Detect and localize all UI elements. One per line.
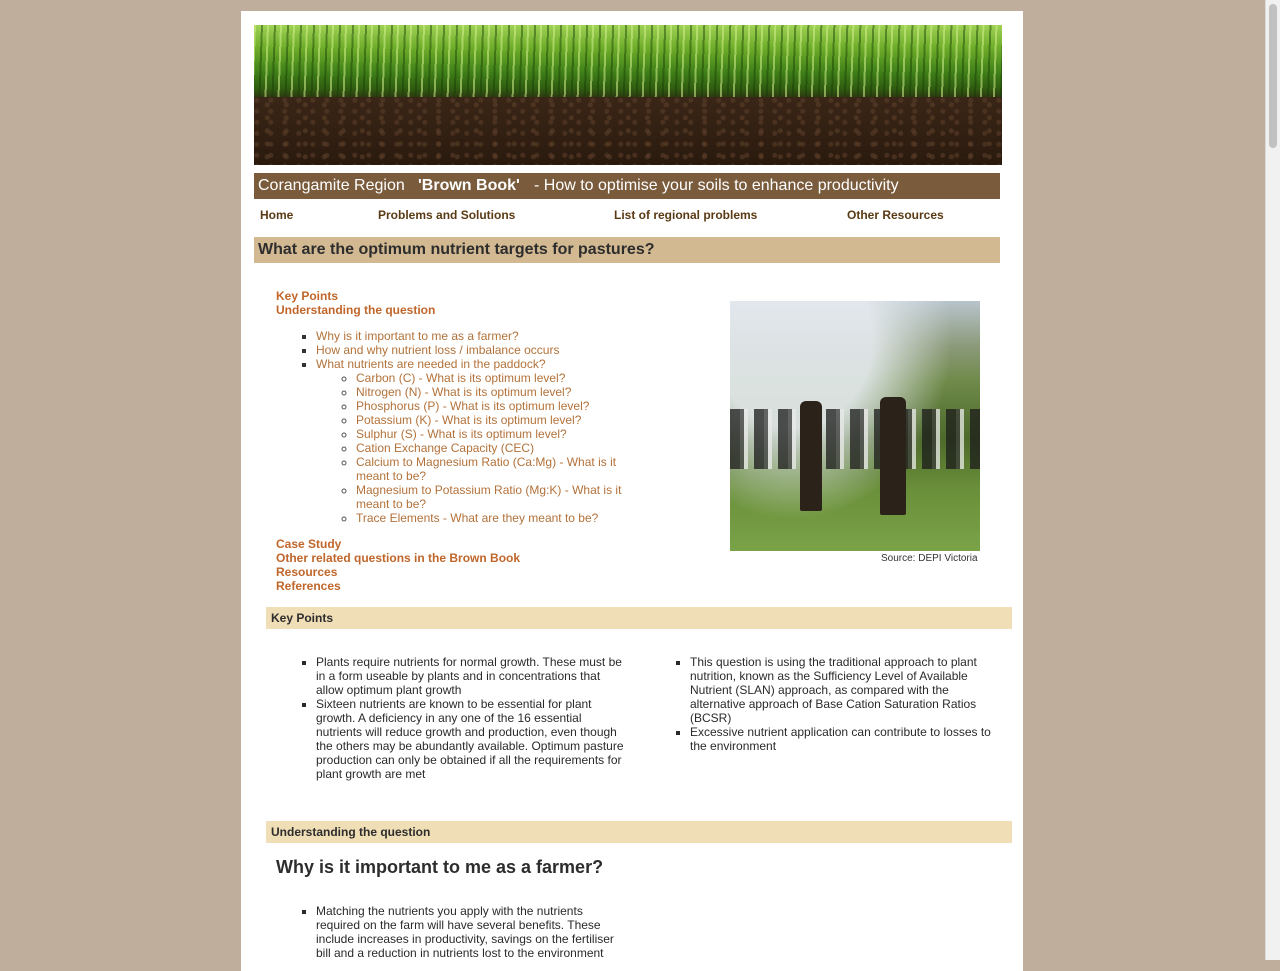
toc-nutrient-link[interactable]: Calcium to Magnesium Ratio (Ca:Mg) - What is it meant to be? <box>356 455 617 483</box>
list-item <box>356 399 636 413</box>
toc-sub-link[interactable]: How and why nutrient loss / imbalance occurs <box>316 343 560 357</box>
toc-sub-link[interactable]: What nutrients are needed in the paddock? <box>316 357 546 371</box>
understanding-list <box>276 904 628 960</box>
key-points-right-list <box>650 655 1002 753</box>
list-item: ▪ Excessive nutrient application can contribute to losses to the environment <box>690 725 1002 753</box>
toc-nutrient-link[interactable]: Sulphur (S) - What is its optimum level? <box>356 427 567 441</box>
scrollbar-thumb[interactable] <box>1269 4 1277 148</box>
list-item <box>356 455 626 483</box>
farmers-cattle-photo <box>730 301 980 551</box>
farmer-importance-heading: Why is it important to me as a farmer? <box>276 857 604 877</box>
list-item <box>316 357 636 525</box>
farmer-figure <box>800 401 822 511</box>
toc-nutrient-link[interactable]: Phosphorus (P) - What is its optimum level? <box>356 399 590 413</box>
nav-resources-link[interactable]: Other Resources <box>847 208 944 222</box>
understanding-heading: Understanding the question <box>266 821 1012 843</box>
toc-understanding-link[interactable]: Understanding the question <box>276 303 436 317</box>
list-item: ▪ Sixteen nutrients are known to be essential for plant growth. A deficiency in any one of the 16 essential nutrients will reduce growth and production, even though the others may be abundantly available. Optimum pasture production can only be obtained if all the requirements for plant growth are met <box>316 697 628 781</box>
cattle-herd-graphic <box>730 409 980 469</box>
list-item <box>356 483 626 511</box>
nav-problems-link[interactable]: Problems and Solutions <box>378 208 516 222</box>
list-item <box>356 441 636 455</box>
farmer-figure <box>880 397 906 515</box>
table-of-contents <box>276 289 636 593</box>
list-item: ▪ Plants require nutrients for normal growth. These must be in a form useable by plants and in concentrations that allow optimum plant growth <box>316 655 628 697</box>
site-book-title: 'Brown Book' <box>418 177 520 194</box>
list-item <box>356 511 636 525</box>
header-banner-image <box>254 25 1002 165</box>
toc-sub-list <box>276 329 636 525</box>
list-item <box>356 371 636 385</box>
toc-sub-link[interactable]: Why is it important to me as a farmer? <box>316 329 519 343</box>
list-item <box>356 385 636 399</box>
toc-nutrient-link[interactable]: Trace Elements - What are they meant to be? <box>356 511 599 525</box>
toc-references-link[interactable]: References <box>276 579 341 593</box>
toc-resources-link[interactable]: Resources <box>276 565 338 579</box>
vertical-scrollbar[interactable] <box>1265 0 1280 960</box>
photo-caption: Source: DEPI Victoria <box>881 553 978 564</box>
toc-nutrient-link[interactable]: Nitrogen (N) - What is its optimum level? <box>356 385 572 399</box>
nav-regional-link[interactable]: List of regional problems <box>614 208 758 222</box>
toc-nutrient-link[interactable]: Magnesium to Potassium Ratio (Mg:K) - What is it meant to be? <box>356 483 622 511</box>
site-region: Corangamite Region <box>258 177 405 194</box>
soil-graphic <box>254 97 1002 165</box>
site-tagline: - How to optimise your soils to enhance productivity <box>534 177 899 194</box>
toc-nutrient-link[interactable]: Potassium (K) - What is its optimum level? <box>356 413 582 427</box>
toc-nutrient-list <box>316 371 636 525</box>
toc-key-points-link[interactable]: Key Points <box>276 289 339 303</box>
toc-case-study-link[interactable]: Case Study <box>276 537 342 551</box>
toc-other-questions-link[interactable]: Other related questions in the Brown Book <box>276 551 521 565</box>
page-title: What are the optimum nutrient targets for pastures? <box>254 237 1000 263</box>
grass-graphic <box>254 25 1002 103</box>
page-container <box>241 11 1023 971</box>
toc-nutrient-link[interactable]: Carbon (C) - What is its optimum level? <box>356 371 566 385</box>
list-item: ▪ Matching the nutrients you apply with the nutrients required on the farm will have several benefits. These include increases in productivity, savings on the fertiliser bill and a reduction in nutrients lost to the environment <box>316 904 628 960</box>
toc-nutrient-link[interactable]: Cation Exchange Capacity (CEC) <box>356 441 535 455</box>
list-item <box>356 427 636 441</box>
list-item <box>356 413 636 427</box>
site-title-bar <box>254 173 1000 199</box>
list-item <box>316 329 636 343</box>
list-item <box>316 343 636 357</box>
nav-home-link[interactable]: Home <box>260 208 294 222</box>
key-points-heading: Key Points <box>266 607 1012 629</box>
key-points-left-list <box>276 655 628 781</box>
list-item: ▪ This question is using the traditional approach to plant nutrition, known as the Sufficiency Level of Available Nutrient (SLAN) approach, as compared with the alternative approach of Base Cation Saturation Ratios (BCSR) <box>690 655 1002 725</box>
